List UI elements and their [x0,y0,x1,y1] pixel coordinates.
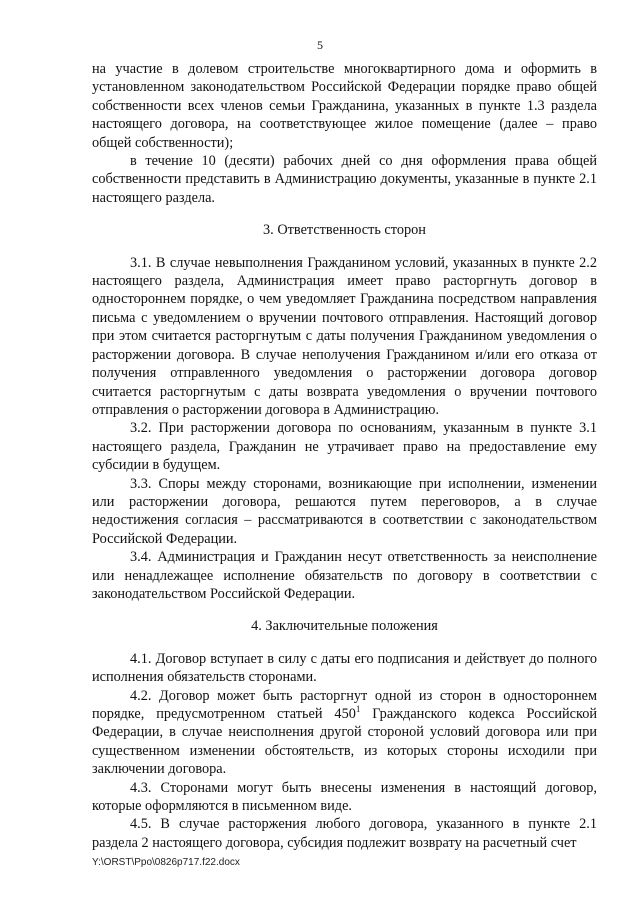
clause-4-1: 4.1. Договор вступает в силу с даты его подписания и действует до полного исполнения обязательств сторонами. [92,650,597,686]
paragraph-deadline: в течение 10 (десяти) рабочих дней со дня оформления права общей собственности представить в Администрацию документы, указанные в пункте 2.1 настоящего раздела. [92,153,597,206]
clause-4-2 [92,687,597,779]
page-number: 5 [317,38,323,52]
clause-3-2: 3.2. При расторжении договора по основаниям, указанным в пункте 3.1 настоящего раздела, Гражданин не утрачивает право на предоставление ему субсидии в будущем. [92,420,597,474]
footer-file-path: Y:\ORST\Ppo\0826p717.f22.docx [92,857,240,868]
clause-4-5: 4.5. В случае расторжения любого договора, указанного в пункте 2.1 раздела 2 настоящего договора, субсидия подлежит возврату на расчетный счет [92,816,597,851]
clause-4-2-end: Гражданского кодекса Российской Федерации, в случае неисполнения другой стороной условий договора или при существенном изменении обстоятельств, из которых стороны исходили при заключении договора. [92,706,598,778]
clause-3-3: 3.3. Споры между сторонами, возникающие при исполнении, изменении или расторжении договора, решаются путем переговоров, а в случае недостижения согласия – рассматриваются в соответствии с законодательством Российской Федерации. [92,475,597,547]
clause-4-2-start: 4.2. Договор может быть расторгнут одной из сторон в одностороннем порядке, предусмотренном статьей 450 [92,687,597,722]
clause-3-4: 3.4. Администрация и Гражданин несут ответственность за неисполнение или ненадлежащее исполнение обязательств по договору в соответствии с законодательством Российской Федерации. [92,549,597,602]
section-4-title: 4. Заключительные положения [251,618,438,635]
paragraph-continuation: на участие в долевом строительстве многоквартирного дома и оформить в установленном законодательством Российской Федерации порядке право общей собственности всех членов семьи Гражданина, указанных в пункте 1.3 раздела настоящего договора, на соответствующее жилое помещение (далее – право общей собственности); [92,61,597,151]
document-body [92,60,597,852]
clause-3-1: 3.1. В случае невыполнения Гражданином условий, указанных в пункте 2.2 настоящего раздела, Администрация имеет право расторгнуть договор в одностороннем порядке, о чем уведомляет Гражданина посредством направления письма с уведомлением о вручении почтового отправления. Настоящий договор при этом считается расторгнутым с даты получения Гражданином уведомления о расторжении договора. В случае неполучения Гражданином и/или его отказа от получения отправленного уведомления о расторжении договора договор считается расторгнутым с даты возврата уведомления о вручении почтового отправления о расторжении договора в Администрацию. [92,254,597,418]
clause-4-2-superscript: 1 [355,704,361,715]
section-3-title: 3. Ответственность сторон [263,222,426,239]
clause-4-3: 4.3. Сторонами могут быть внесены изменения в настоящий договор, которые оформляются в письменном виде. [92,779,597,815]
